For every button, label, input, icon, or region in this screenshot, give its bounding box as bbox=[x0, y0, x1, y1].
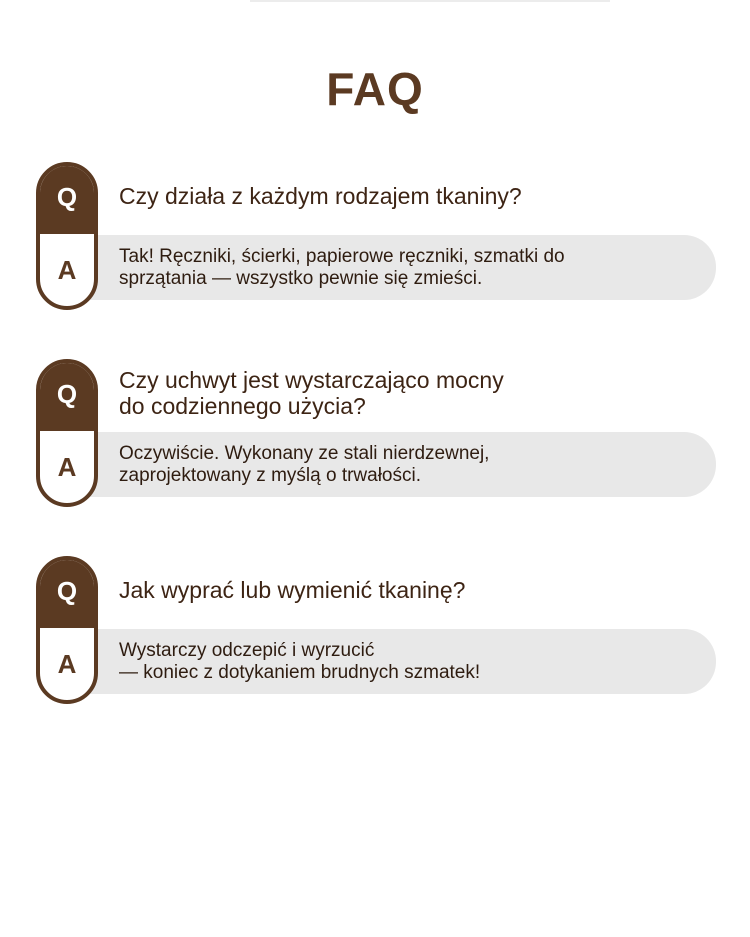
answer-box bbox=[76, 235, 716, 300]
answer-box bbox=[76, 432, 716, 497]
answer-badge: A bbox=[57, 255, 77, 285]
faq-question: Czy uchwyt jest wystarczająco mocny do codziennego użycia? bbox=[119, 367, 504, 419]
faq-question: Jak wyprać lub wymienić tkaninę? bbox=[119, 577, 466, 603]
question-badge: Q bbox=[40, 560, 94, 628]
faq-answer: Wystarczy odczepić i wyrzucić — koniec z dotykaniem brudnych szmatek! bbox=[119, 639, 481, 683]
faq-item bbox=[36, 162, 716, 310]
answer-badge: A bbox=[57, 452, 77, 482]
question-badge: Q bbox=[40, 166, 94, 234]
answer-box bbox=[76, 629, 716, 694]
question-badge: Q bbox=[40, 363, 94, 431]
qa-badge bbox=[36, 556, 98, 704]
qa-badge bbox=[36, 359, 98, 507]
faq-question: Czy działa z każdym rodzajem tkaniny? bbox=[119, 183, 522, 209]
qa-badge bbox=[36, 162, 98, 310]
faq-item bbox=[36, 359, 716, 507]
answer-badge: A bbox=[57, 649, 77, 679]
top-divider bbox=[250, 0, 610, 2]
faq-answer: Oczywiście. Wykonany ze stali nierdzewnej, zaprojektowany z myślą o trwałości. bbox=[119, 442, 490, 486]
faq-item bbox=[36, 556, 716, 704]
page-title: FAQ bbox=[326, 63, 424, 115]
faq-answer: Tak! Ręczniki, ścierki, papierowe ręczniki, szmatki do sprzątania — wszystko pewnie się zmieści. bbox=[119, 245, 565, 289]
